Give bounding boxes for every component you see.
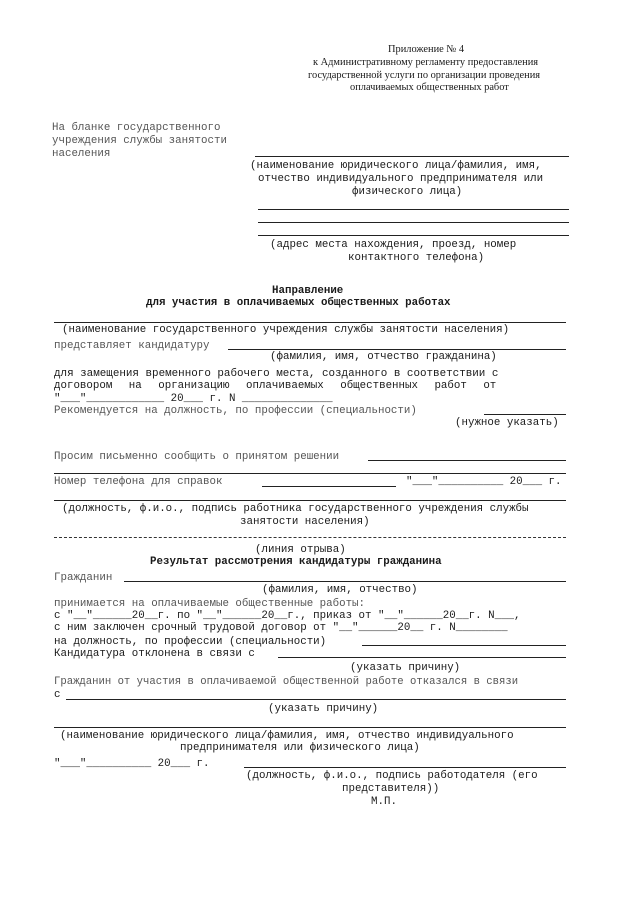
stamp-mark: М.П. <box>371 796 397 808</box>
rejected-label: Кандидатура отклонена в связи с <box>54 648 255 660</box>
stamp-area-line-3: населения <box>52 148 111 160</box>
citizen-label: Гражданин <box>54 572 113 584</box>
cut-line-caption: (линия отрыва) <box>255 544 346 556</box>
recipient-name-line <box>255 156 569 157</box>
document-title: Направление <box>272 285 344 297</box>
document-subtitle: для участия в оплачиваемых общественных работах <box>146 297 451 309</box>
employer-sign-caption-2: представителя)) <box>342 783 440 795</box>
reason-caption-2: (указать причину) <box>268 703 379 715</box>
result-title: Результат рассмотрения кандидатуры гражданина <box>150 556 442 568</box>
candidate-name-line <box>228 349 566 350</box>
employer-line <box>54 727 566 728</box>
recommend-line <box>484 414 566 415</box>
recipient-address-line-3 <box>258 235 569 236</box>
appendix-line-4: оплачиваемых общественных работ <box>350 82 509 93</box>
position-line <box>362 645 566 646</box>
paragraph-line-1: для замещения временного рабочего места, созданного в соответствии с <box>54 368 499 380</box>
agency-sign-line <box>54 500 566 501</box>
phone-label: Номер телефона для справок <box>54 476 223 488</box>
rejected-line <box>278 657 566 658</box>
refused-c: с <box>54 689 61 701</box>
appendix-line-2: к Административному регламенту предоставления <box>313 57 539 68</box>
employer-caption-2: предпринимателя или физического лица) <box>180 742 420 754</box>
citizen-line <box>124 581 566 582</box>
position-label: на должность, по профессии (специальности) <box>54 636 327 648</box>
ask-label: Просим письменно сообщить о принятом решении <box>54 451 340 463</box>
accepted-label: принимается на оплачиваемые общественные работы: <box>54 598 366 610</box>
recipient-caption-2: отчество индивидуального предпринимателя или <box>258 173 544 185</box>
employer-caption-1: (наименование юридического лица/фамилия, имя, отчество индивидуального <box>60 730 514 742</box>
ask-line-2 <box>54 473 566 474</box>
agency-caption: (наименование государственного учреждения службы занятости населения) <box>62 324 510 336</box>
recipient-address-caption-2: контактного телефона) <box>348 252 485 264</box>
agency-sign-caption-1: (должность, ф.и.о., подпись работника государственного учреждения службы <box>62 503 529 515</box>
contract-line: с ним заключен срочный трудовой договор от "__"______20__ г. N________ <box>54 622 508 634</box>
needed-caption: (нужное указать) <box>455 417 559 429</box>
refused-label: Гражданин от участия в оплачиваемой общественной работе отказался в связи <box>54 676 519 688</box>
recipient-address-line-1 <box>258 209 569 210</box>
paragraph-line-2: договором на организацию оплачиваемых общественных работ от <box>54 380 497 392</box>
appendix-line-3: государственной услуги по организации проведения <box>308 70 541 81</box>
stamp-area-line-2: учреждения службы занятости <box>52 135 227 147</box>
final-date: "___"__________ 20___ г. <box>54 758 210 770</box>
dates-line: с "__"______20__г. по "__"______20__г., приказ от "__"______20__г. N___, <box>54 610 521 622</box>
agency-line <box>54 322 566 323</box>
reason-caption: (указать причину) <box>350 662 461 674</box>
refused-line <box>66 699 566 700</box>
recipient-caption-1: (наименование юридического лица/фамилия, имя, <box>250 160 542 172</box>
recommend-label: Рекомендуется на должность, по профессии (специальности) <box>54 405 417 417</box>
phone-date: "___"__________ 20___ г. <box>406 476 562 488</box>
appendix-line-1: Приложение № 4 <box>388 44 465 55</box>
citizen-fio-caption: (фамилия, имя, отчество) <box>262 584 418 596</box>
candidate-fio-caption: (фамилия, имя, отчество гражданина) <box>270 351 497 363</box>
stamp-area-line-1: На бланке государственного <box>52 122 221 134</box>
ask-line <box>368 460 566 461</box>
recipient-address-line-2 <box>258 222 569 223</box>
employer-sign-caption-1: (должность, ф.и.о., подпись работодателя (его <box>246 770 538 782</box>
paragraph-line-3: "___"____________ 20___ г. N ______________ <box>54 393 333 405</box>
employer-sign-line <box>244 767 566 768</box>
recipient-address-caption-1: (адрес места нахождения, проезд, номер <box>270 239 517 251</box>
phone-line <box>262 486 396 487</box>
presents-label: представляет кандидатуру <box>54 340 210 352</box>
cut-line <box>54 537 566 538</box>
agency-sign-caption-2: занятости населения) <box>240 516 370 528</box>
recipient-caption-3: физического лица) <box>352 186 463 198</box>
